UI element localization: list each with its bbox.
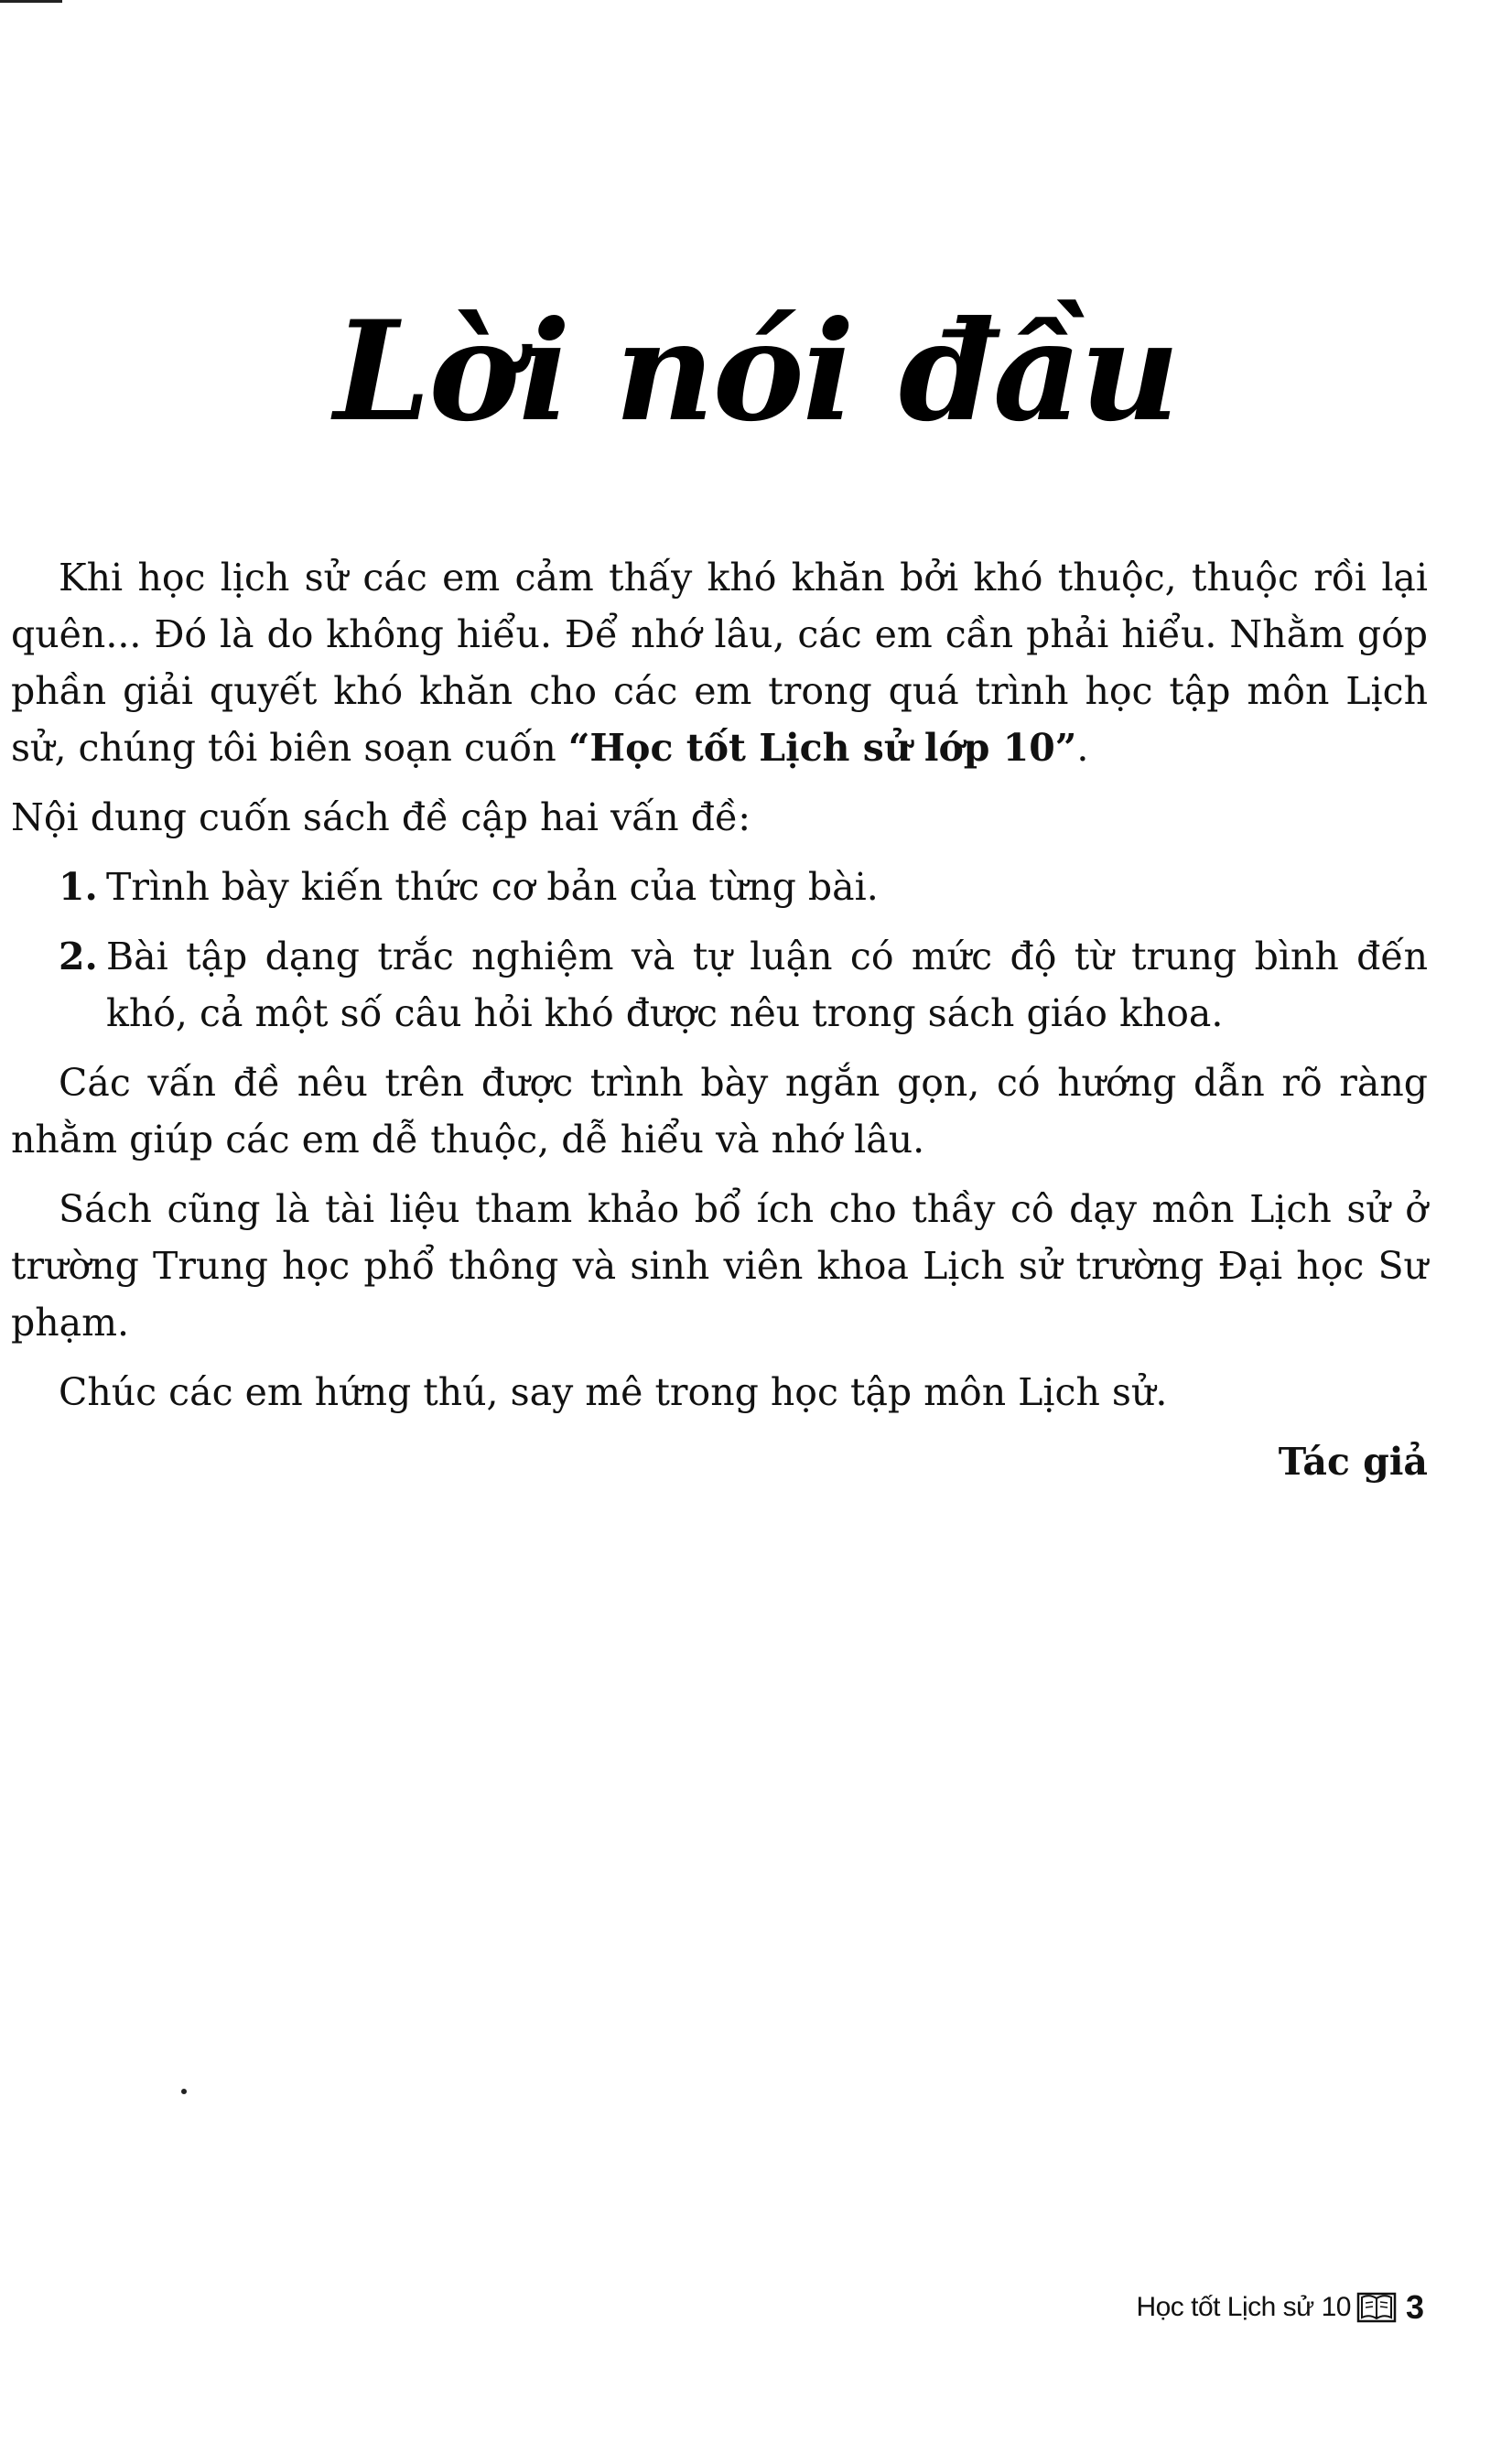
- list-item: [11, 859, 1428, 915]
- paragraph-4: Sách cũng là tài liệu tham khảo bổ ích cho thầy cô dạy môn Lịch sử ở trường Trung học phổ thông và sinh viên khoa Lịch sử trường Đại học Sư phạm.: [11, 1187, 1428, 1345]
- list-number: 1.: [59, 865, 98, 909]
- content-intro: Nội dung cuốn sách đề cập hai vấn đề:: [11, 795, 751, 839]
- list-text: Trình bày kiến thức cơ bản của từng bài.: [106, 865, 879, 909]
- top-rule: [0, 0, 62, 3]
- intro-end: .: [1076, 726, 1089, 770]
- paragraph-3: Các vấn đề nêu trên được trình bày ngắn gọn, có hướng dẫn rõ ràng nhằm giúp các em dễ thuộc, dễ hiểu và nhớ lâu.: [11, 1061, 1428, 1162]
- author-signature: Tác giả: [1278, 1440, 1428, 1484]
- book-icon: [1356, 2290, 1397, 2325]
- intro-paragraph: [11, 549, 1428, 776]
- intro-text: Khi học lịch sử các em cảm thấy khó khăn bởi khó thuộc, thuộc rồi lại quên... Đó là do không hiểu. Để nhớ lâu, các em cần phải hiểu. Nhằm góp phần giải quyết khó khăn cho các em trong quá trình học tập môn Lịch sử, chúng tôi biên soạn cuốn: [11, 556, 1428, 770]
- page-title: Lời nói đầu: [333, 290, 1179, 452]
- list-item: [11, 928, 1428, 1042]
- book-name: “Học tốt Lịch sử lớp 10”: [567, 726, 1077, 770]
- print-speck: [181, 2089, 187, 2094]
- paragraph-5: Chúc các em hứng thú, say mê trong học tập môn Lịch sử.: [59, 1370, 1168, 1414]
- footer-book-title: Học tốt Lịch sử 10: [1136, 2292, 1351, 2322]
- page-footer: [1136, 2288, 1424, 2327]
- preface-body: [11, 549, 1428, 1503]
- list-text: Bài tập dạng trắc nghiệm và tự luận có mức độ từ trung bình đến khó, cả một số câu hỏi khó được nêu trong sách giáo khoa.: [106, 935, 1428, 1035]
- list-number: 2.: [59, 935, 98, 978]
- page-number: 3: [1405, 2288, 1424, 2326]
